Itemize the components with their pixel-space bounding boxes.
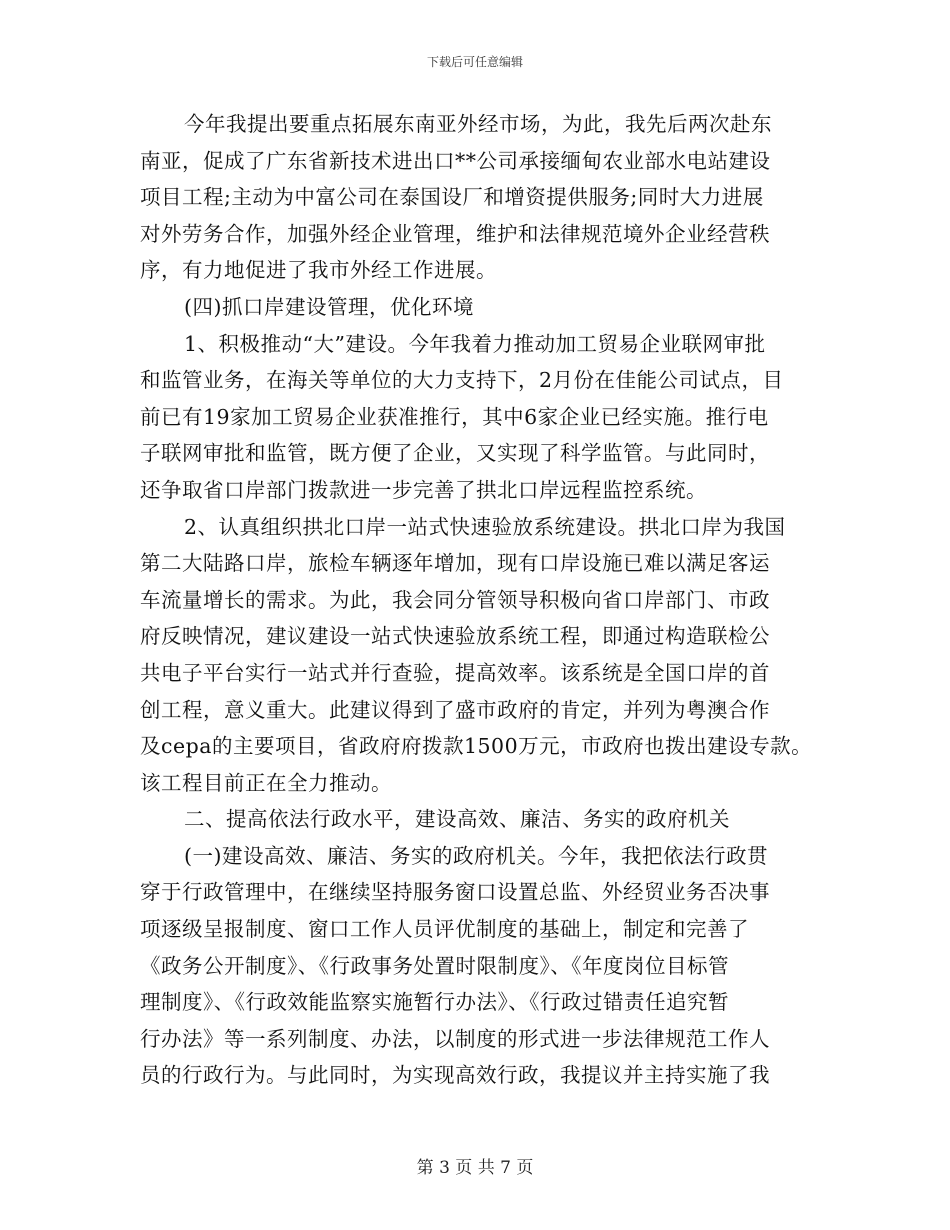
text-line: 第二大陆路口岸，旅检车辆逐年增加，现有口岸设施已难以满足客运 — [140, 551, 770, 576]
text-line: 项逐级呈报制度、窗口工作人员评优制度的基础上，制定和完善了 — [140, 917, 749, 942]
text-line: 行办法》等一系列制度、办法，以制度的形式进一步法律规范工作人 — [140, 1026, 770, 1051]
text-line: 序，有力地促进了我市外经工作进展。 — [140, 258, 497, 283]
text-line: 前已有19家加工贸易企业获准推行，其中6家企业已经实施。推行电 — [140, 404, 769, 429]
text-line: 府反映情况，建议建设一站式快速验放系统工程，即通过构造联检公 — [140, 624, 770, 649]
text-line: 理制度》、《行政效能监察实施暂行办法》、《行政过错责任追究暂 — [140, 990, 729, 1015]
text-line: 穿于行政管理中，在继续坚持服务窗口设置总监、外经贸业务否决事 — [140, 880, 770, 905]
text-line: 二、提高依法行政水平，建设高效、廉洁、务实的政府机关 — [184, 807, 730, 832]
text-line: 1、积极推动“大”建设。今年我着力推动加工贸易企业联网审批 — [184, 331, 766, 356]
text-line: 该工程目前正在全力推动。 — [140, 770, 392, 795]
text-line: 2、认真组织拱北口岸一站式快速验放系统建设。拱北口岸为我国 — [184, 514, 786, 539]
text-line: 项目工程;主动为中富公司在泰国设厂和增资提供服务;同时大力进展 — [140, 185, 764, 210]
text-line: 员的行政行为。与此同时，为实现高效行政，我提议并主持实施了我 — [140, 1063, 770, 1088]
text-line: 今年我提出要重点拓展东南亚外经市场，为此，我先后两次赴东 — [184, 112, 772, 136]
text-line: 还争取省口岸部门拨款进一步完善了拱北口岸远程监控系统。 — [140, 477, 707, 502]
text-line: 共电子平台实行一站式并行查验，提高效率。该系统是全国口岸的首 — [140, 660, 770, 685]
text-line: 车流量增长的需求。为此，我会同分管领导积极向省口岸部门、市政 — [140, 587, 770, 612]
text-line: 对外劳务合作，加强外经企业管理，维护和法律规范境外企业经营秩 — [140, 221, 770, 246]
page-header: 下载后可任意编辑 — [426, 55, 523, 69]
text-line: 及cepa的主要项目，省政府府拨款1500万元，市政府也拨出建设专款。 — [140, 734, 813, 759]
text-line: 《政务公开制度》、《行政事务处置时限制度》、《年度岗位目标管 — [140, 953, 729, 978]
document-body — [140, 106, 830, 1094]
text-line: 创工程，意义重大。此建议得到了盛市政府的肯定，并列为粤澳合作 — [140, 697, 770, 722]
page-number-footer: 第 3 页 共 7 页 — [416, 1158, 534, 1178]
text-line: (四)抓口岸建设管理，优化环境 — [184, 294, 474, 319]
text-line: 子联网审批和监管，既方便了企业，又实现了科学监管。与此同时， — [140, 441, 770, 466]
text-line: 和监管业务，在海关等单位的大力支持下，2月份在佳能公司试点，目 — [140, 368, 784, 393]
text-line: (一)建设高效、廉洁、务实的政府机关。今年，我把依法行政贯 — [184, 843, 768, 868]
text-line: 南亚，促成了广东省新技术进出口**公司承接缅甸农业部水电站建设 — [140, 148, 771, 173]
